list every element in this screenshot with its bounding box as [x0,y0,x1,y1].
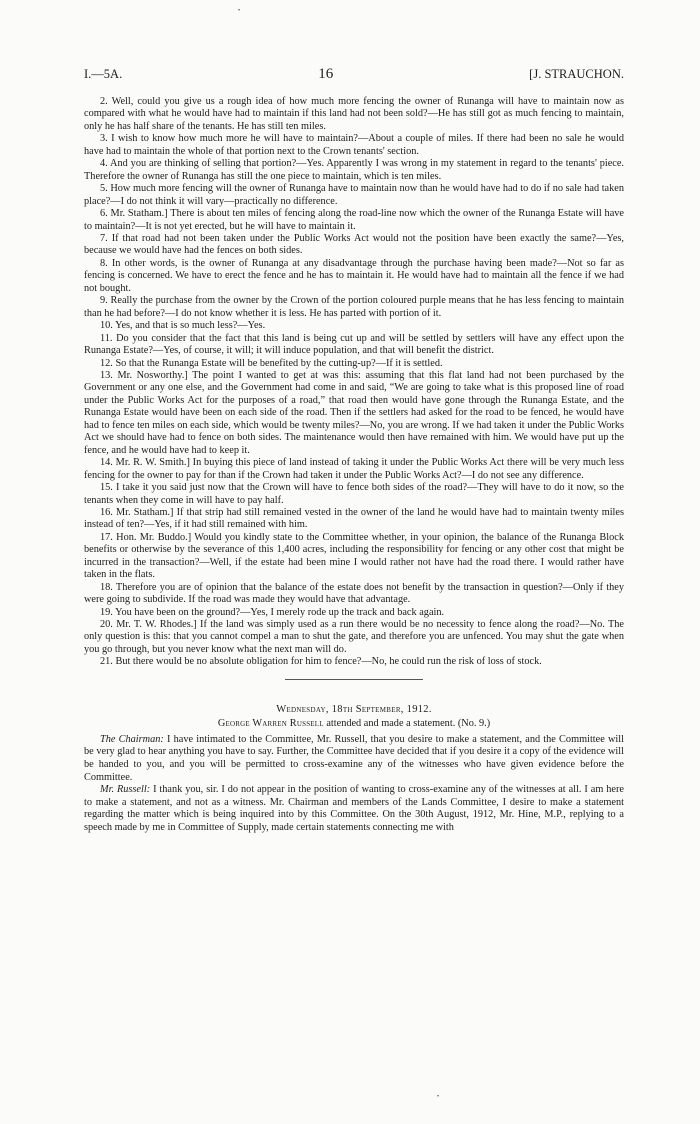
paragraph-text: I have intimated to the Committee, Mr. Russell, that you desire to make a statement, and the Committee will be very glad to hear anything you have to say. Further, the Committee have decided that if you desire it a copy of the evidence will be handed to you, and you will be permitted to cross-examine any of the witnesses who have given evidence before the Committee. [84,733,625,783]
statement-paragraph [84,784,624,834]
question-answer-16: 16. Mr. Statham.] If that strip had still remained vested in the owner of the land he would have had to maintain twenty miles instead of ten?—Yes, if it had still remained with him. [84,506,624,531]
question-answer-8: 8. In other words, is the owner of Runanga at any disadvantage through the purchase having been made?—Not so far as fencing is concerned. We have to erect the fence and he has to maintain it. He would have had to maintain all the fence if we had not bought. [84,257,624,294]
document-page [84,66,624,835]
statement-body [84,734,624,835]
question-answer-5: 5. How much more fencing will the owner of Runanga have to maintain now than he would have had to do if no sale had taken place?—I do not think it will vary—practically no difference. [84,183,624,207]
speaker-label: Mr. Russell: [100,784,151,796]
top-ink-speck: • [238,8,241,14]
question-answer-6: 6. Mr. Statham.] There is about ten miles of fencing along the road-line now which the owner of the Runanga Estate will have to maintain?—It is not yet erected, but he will have to maintain it. [84,208,624,232]
question-answer-10: 10. Yes, and that is so much less?—Yes. [100,320,266,332]
question-answer-17: 17. Hon. Mr. Buddo.] Would you kindly state to the Committee whether, in your opinion, the balance of the Runanga Block benefits or otherwise by the severance of this 1,400 acres, including the responsibility for fencing or any other cost that might be incurred in the transaction?—Well, if the estate had been mine I would rather not have had the road there. I would rather have taken in the flats. [84,531,624,581]
attendance-note: attended and made a statement. (No. 9.) [326,717,491,729]
question-answer-13: 13. Mr. Nosworthy.] The point I wanted to get at was this: assuming that this flat land had not been purchased by the Government or any one else, and the Government had come in and said, “We are going to take what is this proposed line of road under the Public Works Act for the purposes of a road,” that road then would have gone through the Runanga Estate, and the Runanga Estate would have been on each side of the road. Then if the settlers had asked for the road to be fenced, he would have had to fence ten miles on each side, which would be twenty miles?—No, you are wrong. If we had taken it under the Public Works Act we should have had to fence on both sides. The maintenance would then have remained with him. We would have put up the fence, and he would have had to keep it. [84,369,624,456]
question-answer-7: 7. If that road had not been taken under the Public Works Act would not the position have been exactly the same?—Yes, because we would have had the fences on both sides. [84,232,624,257]
statement-paragraph [84,734,624,784]
witness-name: [J. STRAUCHON. [529,67,624,81]
question-answer-20: 20. Mr. T. W. Rhodes.] If the land was simply used as a run there would be no necessity to fence along the road?—No. The only question is this: that you cannot compel a man to shut the gate, and therefore you are unfenced. You may shut the gate when you go through, but you never know what the next man will do. [84,619,624,655]
question-answer-4: 4. And you are thinking of selling that portion?—Yes. Apparently I was wrong in my statement in regard to the tenants' piece. Therefore the owner of Runanga has still the one piece to maintain, which is ten miles. [84,158,624,182]
page-header [84,66,624,90]
attendance-line [84,718,624,729]
speaker-label: The Chairman: [100,733,164,745]
question-answer-11: 11. Do you consider that the fact that this land is being cut up and will be settled by settlers will have any effect upon the Runanga Estate?—Yes, of course, it will; it will induce population, and that will benefit the district. [84,332,624,357]
question-answer-list [84,96,624,669]
attendee-name: George Warren Russell [217,717,324,729]
question-answer-3: 3. I wish to know how much more he will have to maintain?—About a couple of miles. If there had been no sale he would have had to maintain the whole of that portion next to the Crown tenants' section. [84,133,624,157]
question-answer-12: 12. So that the Runanga Estate will be benefited by the cutting-up?—If it is settled. [100,357,443,369]
question-answer-9: 9. Really the purchase from the owner by the Crown of the portion coloured purple means that he has less fencing to maintain than he had before?—I do not know whether it is less. He has parted with portion of it. [84,295,624,319]
sitting-date-heading: Wednesday, 18th September, 1912. [276,703,432,715]
question-answer-19: 19. You have been on the ground?—Yes, I merely rode up the track and back again. [100,606,445,618]
section-divider [285,679,423,680]
bottom-ink-speck: • [437,1094,440,1100]
question-answer-2: 2. Well, could you give us a rough idea of how much more fencing the owner of Runanga will have to maintain now as compared with what he would have had to maintain if this land had not been sold?—He has still got as much fencing to maintain, only he has half share of the tenants. He has still ten miles. [84,96,624,132]
question-answer-15: 15. I take it you said just now that the Crown will have to fence both sides of the road?—They will have to do it now, so the tenants when they come in will have to pay half. [84,482,624,506]
page-number: 16 [318,66,334,82]
paragraph-text: I thank you, sir. I do not appear in the position of wanting to cross-examine any of the witnesses at all. I am here to make a statement, and not as a witness. Mr. Chairman and members of the Lands Committee, I desire to make a statement regarding the matter which is being inquired into by this Committee. On the 30th August, 1912, Mr. Hine, M.P., replying to a speech made by me in Committee of Supply, made certain statements connecting me with [84,784,624,833]
paper-reference: I.—5A. [84,67,123,81]
question-answer-14: 14. Mr. R. W. Smith.] In buying this piece of land instead of taking it under the Public Works Act there will be very much less fencing for the owner to pay for than if the Crown had taken it under the Public Works Act?—I do not see any difference. [84,457,624,481]
question-answer-21: 21. But there would be no absolute obligation for him to fence?—No, he could run the risk of loss of stock. [100,656,542,668]
question-answer-18: 18. Therefore you are of opinion that the balance of the estate does not benefit by the transaction in question?—Only if they were going to subdivide. If the road was made they would have that advantage. [84,581,624,606]
